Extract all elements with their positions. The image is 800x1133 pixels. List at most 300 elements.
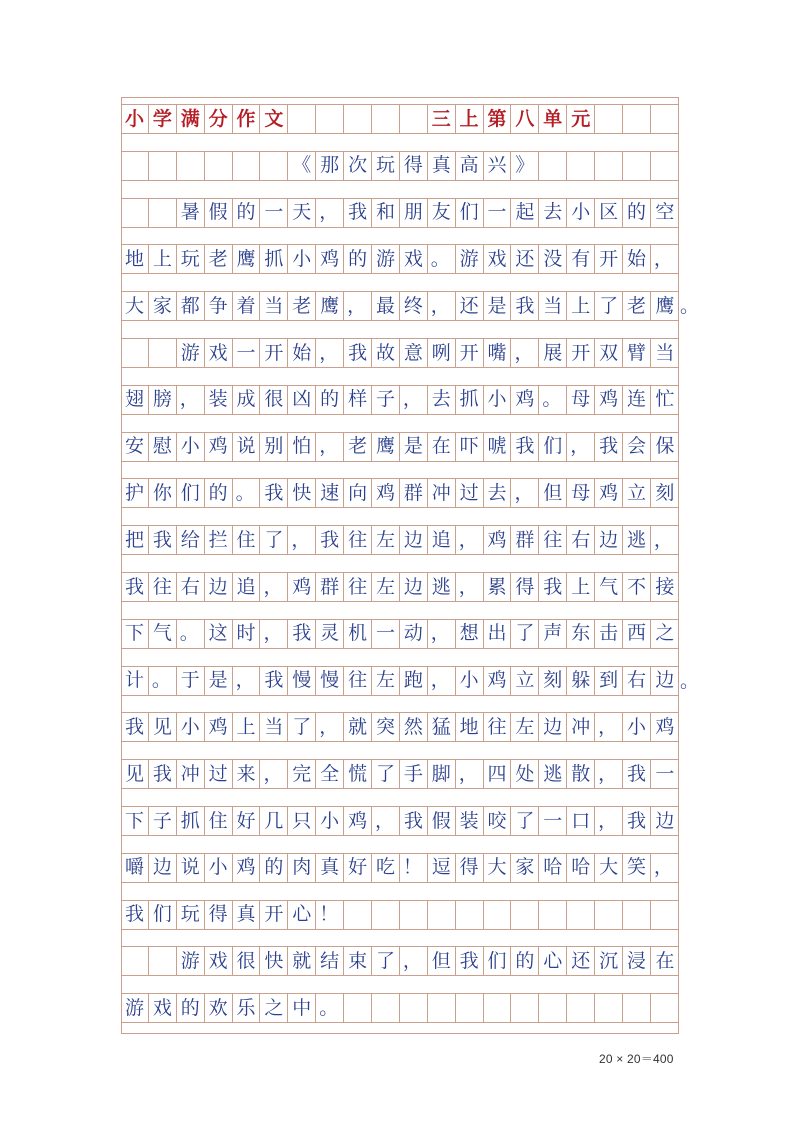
grid-cell: 见	[121, 760, 149, 788]
grid-cell: 天	[288, 199, 316, 227]
grid-cell: 灵	[316, 620, 344, 648]
grid-cell: 鸡	[372, 479, 400, 507]
grid-cell	[623, 152, 651, 180]
grid-cell: 左	[372, 667, 400, 695]
grid-cell: 友	[428, 199, 456, 227]
grid-cell: 成	[233, 386, 261, 414]
grid-cell: 故	[372, 339, 400, 367]
grid-cell: 气	[149, 620, 177, 648]
grid-cell: 到	[595, 667, 623, 695]
grid-cell: 口	[567, 807, 595, 835]
grid-cell: 上	[567, 292, 595, 320]
grid-cell: 我	[121, 901, 149, 929]
grid-cell: 刻	[655, 481, 675, 504]
grid-cell: 上	[149, 245, 177, 273]
grid-cell: 开	[567, 339, 595, 367]
grid-cell: 但	[428, 947, 456, 975]
grid-cell	[595, 901, 623, 929]
grid-cell: 小	[177, 713, 205, 741]
title-row	[121, 151, 679, 181]
grid-cell: 鹰	[655, 294, 675, 317]
grid-cell: 嚼	[121, 854, 149, 882]
grid-cell: 着	[233, 292, 261, 320]
grid-cell: 。	[428, 245, 456, 273]
grid-cell: 小	[484, 386, 512, 414]
grid-cell: 四	[484, 760, 512, 788]
grid-cell	[595, 994, 623, 1022]
grid-cell: 我	[149, 526, 177, 554]
grid-cell: 戏	[400, 245, 428, 273]
grid-cell	[456, 901, 484, 929]
grid-cell: 边	[539, 713, 567, 741]
grid-cell: 说	[233, 433, 261, 461]
grid-cell: 右	[623, 667, 651, 695]
grid-cell: 起	[511, 199, 539, 227]
text-row	[121, 478, 679, 508]
grid-cell: ，	[344, 292, 372, 320]
grid-cell: 护	[121, 479, 149, 507]
grid-cell: 往	[344, 573, 372, 601]
grid-cell: 我	[511, 292, 539, 320]
grid-cell: 地	[121, 245, 149, 273]
grid-cell: 右	[567, 526, 595, 554]
grid-cell: 慢	[288, 667, 316, 695]
grid-cell: 假	[428, 807, 456, 835]
grid-cell: 躲	[567, 667, 595, 695]
grid-cell: 结	[316, 947, 344, 975]
grid-cell: 去	[539, 199, 567, 227]
grid-cell: 逃	[428, 573, 456, 601]
grid-cell: 们	[149, 901, 177, 929]
grid-cell: 次	[344, 152, 372, 180]
grid-cell: ，	[653, 856, 673, 879]
grid-size-caption: 20 × 20＝400	[599, 1052, 674, 1066]
grid-cell: 群	[316, 573, 344, 601]
grid-cell: 边	[595, 526, 623, 554]
grid-cell: 一	[655, 762, 675, 785]
grid-cell: 上	[233, 713, 261, 741]
grid-cell: 游	[456, 245, 484, 273]
grid-cell: 老	[205, 245, 233, 273]
grid-cell: 下	[121, 620, 149, 648]
grid-cell: 意	[400, 339, 428, 367]
grid-cell: 逃	[623, 526, 651, 554]
grid-cell	[595, 105, 623, 133]
grid-cell: 在	[428, 433, 456, 461]
text-row	[121, 432, 679, 462]
header-row	[121, 104, 679, 134]
grid-cell	[623, 901, 651, 929]
grid-cell: 机	[344, 620, 372, 648]
grid-cell: 一	[484, 199, 512, 227]
grid-cell: 左	[372, 526, 400, 554]
grid-cell: 。	[233, 479, 261, 507]
text-row	[121, 806, 679, 836]
grid-cell: ，	[511, 479, 539, 507]
grid-cell: ，	[653, 528, 673, 551]
grid-cell	[623, 994, 651, 1022]
grid-cell: 了	[372, 760, 400, 788]
grid-cell: ，	[316, 713, 344, 741]
grid-cell: 来	[233, 760, 261, 788]
grid-cell	[539, 994, 567, 1022]
grid-cell: 散	[567, 760, 595, 788]
grid-cell: 在	[655, 949, 675, 972]
grid-cell: 浸	[623, 947, 651, 975]
grid-cell: 脚	[428, 760, 456, 788]
grid-cell: 地	[456, 713, 484, 741]
grid-cell: 好	[233, 807, 261, 835]
grid-cell: 往	[344, 526, 372, 554]
text-row	[121, 385, 679, 415]
grid-cell: ，	[595, 713, 623, 741]
grid-cell: 大	[595, 854, 623, 882]
grid-cell: 装	[456, 807, 484, 835]
grid-cell: 小	[177, 433, 205, 461]
grid-cell: 哈	[567, 854, 595, 882]
grid-cell: 大	[121, 292, 149, 320]
grid-cell: ，	[260, 573, 288, 601]
grid-cell: 边	[655, 669, 675, 692]
grid-cell: 气	[595, 573, 623, 601]
grid-cell: 有	[567, 245, 595, 273]
grid-cell: 是	[400, 433, 428, 461]
grid-cell: 动	[400, 620, 428, 648]
grid-cell: 追	[428, 526, 456, 554]
grid-cell	[623, 105, 651, 133]
grid-cell: 逃	[539, 760, 567, 788]
grid-cell: 计	[121, 667, 149, 695]
grid-cell: 慰	[149, 433, 177, 461]
grid-cell: 但	[539, 479, 567, 507]
grid-cell	[288, 105, 316, 133]
grid-cell: 住	[233, 526, 261, 554]
grid-cell: 》	[511, 152, 539, 180]
grid-cell: 忙	[655, 388, 675, 411]
grid-cell: 小	[121, 105, 149, 133]
grid-cell: 是	[205, 667, 233, 695]
grid-cell: 猛	[428, 713, 456, 741]
grid-cell: 假	[205, 199, 233, 227]
grid-cell: 向	[344, 479, 372, 507]
grid-cell	[595, 152, 623, 180]
grid-cell: 心	[288, 901, 316, 929]
grid-cell: 鸡	[655, 715, 675, 738]
grid-cell: 你	[149, 479, 177, 507]
grid-cell: 鸡	[595, 386, 623, 414]
grid-cell: 作	[233, 105, 261, 133]
grid-cell: 的	[177, 994, 205, 1022]
grid-cell: 文	[260, 105, 288, 133]
grid-cell: 学	[149, 105, 177, 133]
grid-cell: 吃	[372, 854, 400, 882]
grid-cell: 就	[344, 713, 372, 741]
text-row	[121, 900, 679, 930]
grid-cell: 逗	[428, 854, 456, 882]
grid-cell: 空	[655, 201, 675, 224]
grid-cell: ，	[456, 573, 484, 601]
grid-cell: 边	[205, 573, 233, 601]
grid-cell	[651, 152, 679, 180]
grid-cell: 鸡	[316, 245, 344, 273]
grid-cell: 连	[623, 386, 651, 414]
grid-cell	[400, 105, 428, 133]
grid-cell	[205, 152, 233, 180]
grid-cell: 吓	[456, 433, 484, 461]
grid-cell: 鸡	[484, 667, 512, 695]
grid-cell: 笑	[623, 854, 651, 882]
text-row	[121, 759, 679, 789]
grid-cell: 我	[316, 526, 344, 554]
text-row	[121, 619, 679, 649]
grid-cell: 边	[400, 573, 428, 601]
grid-cell: 我	[539, 573, 567, 601]
grid-cell: ，	[428, 292, 456, 320]
text-row	[121, 291, 679, 321]
grid-cell	[567, 994, 595, 1022]
grid-cell: 满	[177, 105, 205, 133]
grid-cell: 的	[344, 245, 372, 273]
grid-cell: 元	[567, 105, 595, 133]
grid-cell: 那	[316, 152, 344, 180]
grid-cell: 快	[288, 479, 316, 507]
grid-cell: 的	[316, 386, 344, 414]
grid-cell	[177, 152, 205, 180]
grid-cell: 速	[316, 479, 344, 507]
grid-cell: 大	[484, 854, 512, 882]
grid-cell: 肉	[288, 854, 316, 882]
grid-cell: 咬	[484, 807, 512, 835]
grid-cell	[400, 901, 428, 929]
grid-cell: 很	[233, 947, 261, 975]
grid-cell: 拦	[205, 526, 233, 554]
grid-cell: 玩	[372, 152, 400, 180]
grid-cell	[149, 199, 177, 227]
text-row	[121, 993, 679, 1023]
grid-cell: 出	[484, 620, 512, 648]
grid-cell: 老	[288, 292, 316, 320]
grid-cell: 小	[205, 854, 233, 882]
grid-cell: 的	[260, 854, 288, 882]
grid-cell: 唬	[484, 433, 512, 461]
grid-cell: 往	[149, 573, 177, 601]
text-row	[121, 853, 679, 883]
grid-cell: 好	[344, 854, 372, 882]
grid-cell: 得	[511, 573, 539, 601]
grid-cell: 我	[456, 947, 484, 975]
grid-cell: 真	[233, 901, 261, 929]
grid-cell: 。	[177, 620, 205, 648]
grid-cell: 鹰	[316, 292, 344, 320]
grid-cell: 群	[400, 479, 428, 507]
grid-cell: 得	[205, 901, 233, 929]
grid-cell: 小	[456, 667, 484, 695]
grid-cell: 小	[288, 245, 316, 273]
grid-cell: 边	[400, 526, 428, 554]
grid-cell: 冲	[567, 713, 595, 741]
grid-cell: 了	[372, 947, 400, 975]
grid-cell: 完	[288, 760, 316, 788]
writing-grid-sheet	[121, 97, 700, 1034]
grid-cell: ，	[595, 760, 623, 788]
grid-cell: 很	[260, 386, 288, 414]
grid-cell: 和	[372, 199, 400, 227]
text-row	[121, 198, 679, 228]
grid-cell: ，	[316, 339, 344, 367]
grid-cell	[121, 947, 149, 975]
text-row	[121, 525, 679, 555]
grid-cell	[344, 994, 372, 1022]
grid-cell: 不	[623, 573, 651, 601]
grid-cell: 始	[623, 245, 651, 273]
text-row	[121, 712, 679, 742]
grid-cell: 朋	[400, 199, 428, 227]
grid-cell	[428, 994, 456, 1022]
grid-cell: 。	[316, 994, 344, 1022]
grid-cell: 刻	[539, 667, 567, 695]
grid-cell: 鸡	[205, 433, 233, 461]
grid-cell: 分	[205, 105, 233, 133]
grid-cell: 们	[539, 433, 567, 461]
grid-cell: 时	[233, 620, 261, 648]
grid-cell: ，	[316, 199, 344, 227]
grid-cell: 冲	[177, 760, 205, 788]
grid-cell	[372, 901, 400, 929]
grid-cell: 小	[567, 199, 595, 227]
grid-cell: 一	[372, 620, 400, 648]
grid-cell: 边	[149, 854, 177, 882]
grid-cell: 游	[121, 994, 149, 1022]
grid-cell: ，	[400, 947, 428, 975]
grid-cell: ，	[595, 807, 623, 835]
grid-cell: ，	[428, 667, 456, 695]
grid-cell: 我	[595, 433, 623, 461]
grid-cell: 的	[511, 947, 539, 975]
grid-cell: 安	[121, 433, 149, 461]
grid-cell: 只	[288, 807, 316, 835]
grid-cell: 于	[177, 667, 205, 695]
grid-cell: 心	[539, 947, 567, 975]
grid-cell: 住	[205, 807, 233, 835]
grid-cell: 击	[595, 620, 623, 648]
grid-cell: 之	[260, 994, 288, 1022]
grid-cell: 束	[344, 947, 372, 975]
grid-cell: 会	[623, 433, 651, 461]
grid-cell: 鹰	[372, 433, 400, 461]
grid-cell	[651, 994, 679, 1022]
grid-cell: 还	[511, 245, 539, 273]
grid-cell: 我	[511, 433, 539, 461]
grid-cell: 然	[400, 713, 428, 741]
grid-cell	[511, 901, 539, 929]
grid-cell	[233, 152, 261, 180]
grid-cell: 终	[400, 292, 428, 320]
grid-cell: 了	[511, 807, 539, 835]
grid-cell	[567, 152, 595, 180]
grid-cell: 群	[511, 526, 539, 554]
grid-cell: 想	[456, 620, 484, 648]
grid-cell: 抓	[177, 807, 205, 835]
grid-cell: 。	[149, 667, 177, 695]
grid-cell: 追	[233, 573, 261, 601]
text-row	[121, 946, 679, 976]
overflow-punctuation: 。	[680, 295, 700, 318]
text-row	[121, 666, 679, 696]
grid-cell: 累	[484, 573, 512, 601]
grid-cell: 见	[149, 713, 177, 741]
grid-cell	[149, 152, 177, 180]
grid-cell: 开	[456, 339, 484, 367]
grid-cell: 左	[511, 713, 539, 741]
grid-cell: 没	[539, 245, 567, 273]
grid-cell: 东	[567, 620, 595, 648]
grid-cell: 游	[177, 339, 205, 367]
grid-cell: ，	[400, 386, 428, 414]
grid-cell: 我	[288, 620, 316, 648]
grid-cell: 暑	[177, 199, 205, 227]
grid-cell: 边	[655, 809, 675, 832]
grid-cell: 们	[177, 479, 205, 507]
grid-cell	[260, 152, 288, 180]
grid-cell: 鸡	[344, 807, 372, 835]
grid-cell: 一	[260, 199, 288, 227]
grid-cell: 当	[539, 292, 567, 320]
grid-cell: 给	[177, 526, 205, 554]
grid-cell	[484, 994, 512, 1022]
text-row	[121, 244, 679, 274]
grid-cell: 开	[260, 339, 288, 367]
grid-cell: 是	[484, 292, 512, 320]
grid-cell: ，	[260, 760, 288, 788]
grid-cell: 小	[623, 713, 651, 741]
grid-cell: 嘴	[484, 339, 512, 367]
grid-cell: 咧	[428, 339, 456, 367]
grid-cell: ！	[316, 901, 344, 929]
grid-cell: 上	[567, 573, 595, 601]
grid-cell: 玩	[177, 901, 205, 929]
grid-cell: ，	[177, 386, 205, 414]
grid-cell: 家	[149, 292, 177, 320]
grid-cell: 的	[205, 479, 233, 507]
grid-cell: ，	[567, 433, 595, 461]
grid-cell: ，	[260, 620, 288, 648]
grid-cell: 得	[400, 152, 428, 180]
grid-cell: 我	[121, 713, 149, 741]
grid-cell: 哈	[539, 854, 567, 882]
grid-cell: 老	[344, 433, 372, 461]
grid-cell	[567, 901, 595, 929]
grid-cell: 慌	[344, 760, 372, 788]
grid-cell: 得	[456, 854, 484, 882]
grid-cell: 的	[623, 199, 651, 227]
grid-cell: 一	[539, 807, 567, 835]
grid-cell: 过	[205, 760, 233, 788]
grid-cell: 鹰	[233, 245, 261, 273]
grid-cell: 高	[456, 152, 484, 180]
grid-cell: 慢	[316, 667, 344, 695]
grid-cell: 就	[288, 947, 316, 975]
grid-cell: 突	[372, 713, 400, 741]
grid-cell: 子	[372, 386, 400, 414]
grid-cell: 我	[260, 479, 288, 507]
grid-cell: 们	[456, 199, 484, 227]
grid-cell: 单	[539, 105, 567, 133]
grid-cell: 《	[288, 152, 316, 180]
grid-cell: 子	[149, 807, 177, 835]
grid-cell	[428, 901, 456, 929]
grid-cell: 我	[149, 760, 177, 788]
grid-cell: ，	[372, 807, 400, 835]
